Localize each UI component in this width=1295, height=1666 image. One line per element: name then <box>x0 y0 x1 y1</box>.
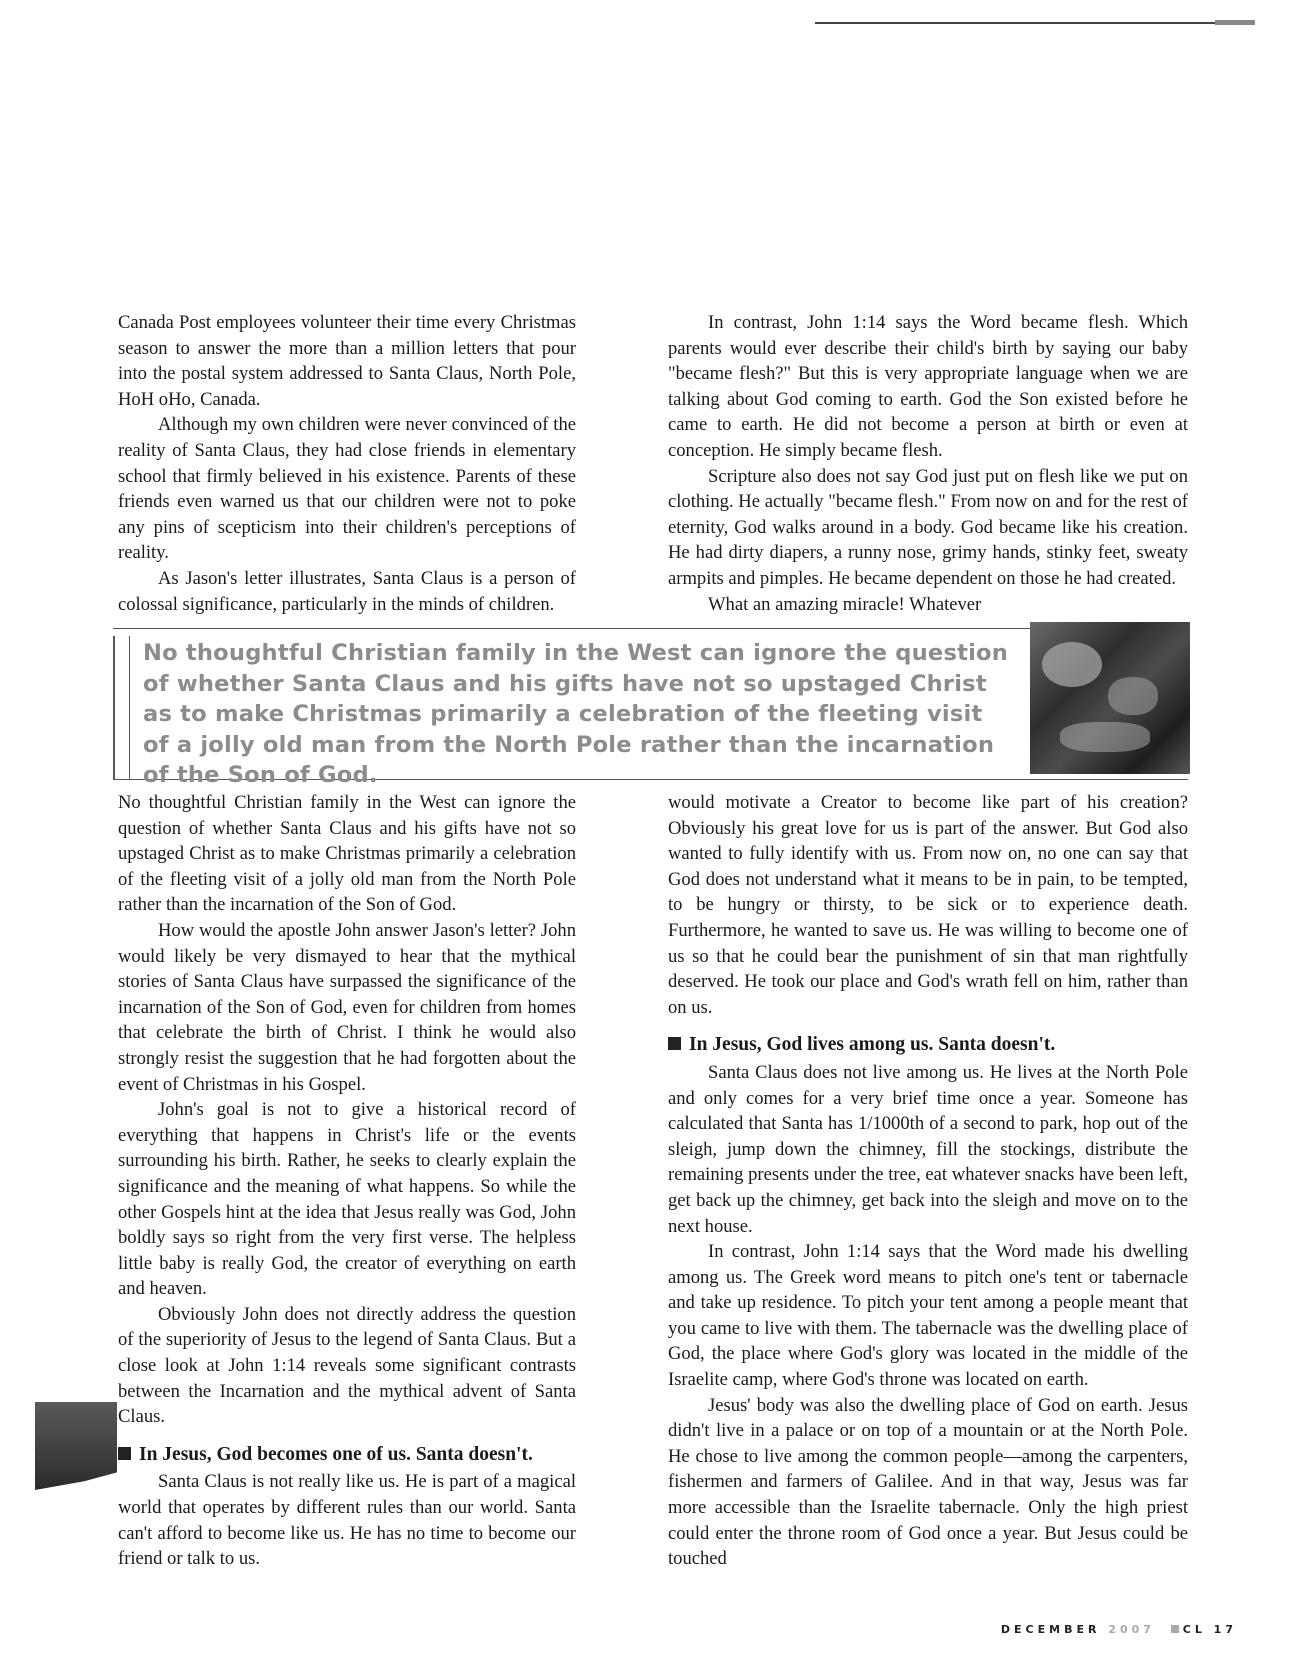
paragraph: No thoughtful Christian family in the West can ignore the question of whether Santa Claus and his gifts have not so upstaged Christ as to make Christmas primarily a celebration of the fleeting visit of a jolly old man from the North Pole rather than the incarnation of the Son of God. <box>118 792 576 916</box>
paragraph: Although my own children were never convinced of the reality of Santa Claus, they had close friends in elementary school that firmly believed in his existence. Parents of these friends even warned us that our children were not to poke any pins of scepticism into their children's perceptions of reality. <box>118 414 576 564</box>
header-rule-accent <box>1215 20 1255 25</box>
article-column-3 <box>118 790 576 1572</box>
footer-separator <box>1171 1625 1179 1633</box>
paragraph: How would the apostle John answer Jason's letter? John would likely be very dismayed to hear that the mythical stories of Santa Claus have surpassed the significance of the incarnation of the Son of God, even for children from homes that celebrate the birth of Christ. I think he would also strongly resist the suggestion that he had forgotten about the event of Christmas in his Gospel. <box>118 919 576 1095</box>
pullquote-text: No thoughtful Christian family in the West can ignore the question of whether Santa Claus and his gifts have not so upstaged Christ as to make Christmas primarily a celebration of the fleeting visit of a jolly old man from the North Pole rather than the incarnation of the Son of God. <box>143 640 1009 788</box>
page-edge-tab <box>35 1402 117 1490</box>
photo-detail <box>1042 642 1102 687</box>
page-footer <box>1001 1623 1237 1636</box>
section-heading <box>118 1442 576 1468</box>
paragraph: In contrast, John 1:14 says that the Word made his dwelling among us. The Greek word means to pitch one's tent or tabernacle and take up residence. To pitch your tent among a people meant that you came to live with them. The tabernacle was the dwelling place of God, the place where God's glory was located in the middle of the Israelite camp, where God's throne was located on earth. <box>668 1241 1188 1391</box>
paragraph: Santa Claus does not live among us. He lives at the North Pole and only comes for a very brief time once a year. Someone has calculated that Santa has 1/1000th of a second to park, hop out of the sleigh, jump down the chimney, fill the stockings, distribute the remaining presents under the tree, eat whatever snacks have been left, get back up the chimney, get back into the sleigh and move on to the next house. <box>668 1061 1188 1237</box>
footer-year: 2007 <box>1108 1623 1155 1636</box>
paragraph: In contrast, John 1:14 says the Word became flesh. Which parents would ever describe their child's birth by saying our baby "became flesh?" But this is very appropriate language when we are talking about God coming to earth. God the Son existed before he came to earth. He did not become a person at birth or even at conception. He simply became flesh. <box>668 312 1188 461</box>
photo-detail <box>1108 677 1158 715</box>
article-column-1 <box>118 310 576 617</box>
paragraph: Scripture also does not say God just put on flesh like we put on clothing. He actually "became flesh." From now on and for the rest of eternity, God walks around in a body. God became like his creation. He had dirty diapers, a runny nose, grimy hands, stinky feet, sweaty armpits and pimples. He became dependent on those he had created. <box>668 465 1188 589</box>
footer-month: DECEMBER <box>1000 1623 1101 1636</box>
santa-photo <box>1030 622 1190 774</box>
article-column-2 <box>668 310 1188 617</box>
photo-detail <box>1060 722 1150 752</box>
paragraph: Jesus' body was also the dwelling place of God on earth. Jesus didn't live in a palace or on top of a mountain or at the North Pole. He chose to live among the common people—among the carpenters, fishermen and farmers of Galilee. And in that way, Jesus was far more accessible than the Israelite tabernacle. Only the high priest could enter the throne room of God once a year. But Jesus could be touched <box>668 1394 1188 1570</box>
square-bullet-icon <box>118 1447 131 1460</box>
header-rule <box>815 22 1255 24</box>
section-heading <box>668 1032 1188 1058</box>
square-bullet-icon <box>668 1037 681 1050</box>
section-heading-text: In Jesus, God lives among us. Santa doesn't. <box>689 1034 1056 1056</box>
paragraph: would motivate a Creator to become like part of his creation? Obviously his great love for us is part of the answer. But God also wanted to fully identify with us. From now on, no one can say that God does not understand what it means to be in pain, to be tempted, to be hungry or thirsty, to be sick or to experience death. Furthermore, he wanted to save us. He was willing to become one of us so that he could bear the punishment of sin that man rightfully deserved. He took our place and God's wrath fell on him, rather than on us. <box>668 792 1188 1018</box>
paragraph: What an amazing miracle! Whatever <box>708 593 982 615</box>
paragraph: Obviously John does not directly address the question of the superiority of Jesus to the legend of Santa Claus. But a close look at John 1:14 reveals some significant contrasts between the Incarnation and the mythical advent of Santa Claus. <box>118 1303 576 1428</box>
paragraph: As Jason's letter illustrates, Santa Claus is a person of colossal significance, particularly in the minds of children. <box>118 567 576 615</box>
section-heading-text: In Jesus, God becomes one of us. Santa doesn't. <box>139 1443 533 1465</box>
paragraph: Canada Post employees volunteer their time every Christmas season to answer the more than a million letters that pour into the postal system addressed to Santa Claus, North Pole, HoH oHo, Canada. <box>118 312 576 410</box>
paragraph: Santa Claus is not really like us. He is part of a magical world that operates by different rules than our world. Santa can't afford to become like us. He has no time to become our friend or talk to us. <box>118 1471 576 1570</box>
paragraph: John's goal is not to give a historical record of everything that happens in Christ's life or the events surrounding his birth. Rather, he seeks to clearly explain the significance and the meaning of what happens. So while the other Gospels hint at the idea that Jesus really was God, John boldly says so right from the very first verse. The helpless little baby is really God, the creator of everything on earth and heaven. <box>118 1099 576 1300</box>
article-column-4 <box>668 790 1188 1572</box>
pullquote-bar <box>113 636 130 779</box>
page-number: CL 17 <box>1182 1623 1237 1636</box>
